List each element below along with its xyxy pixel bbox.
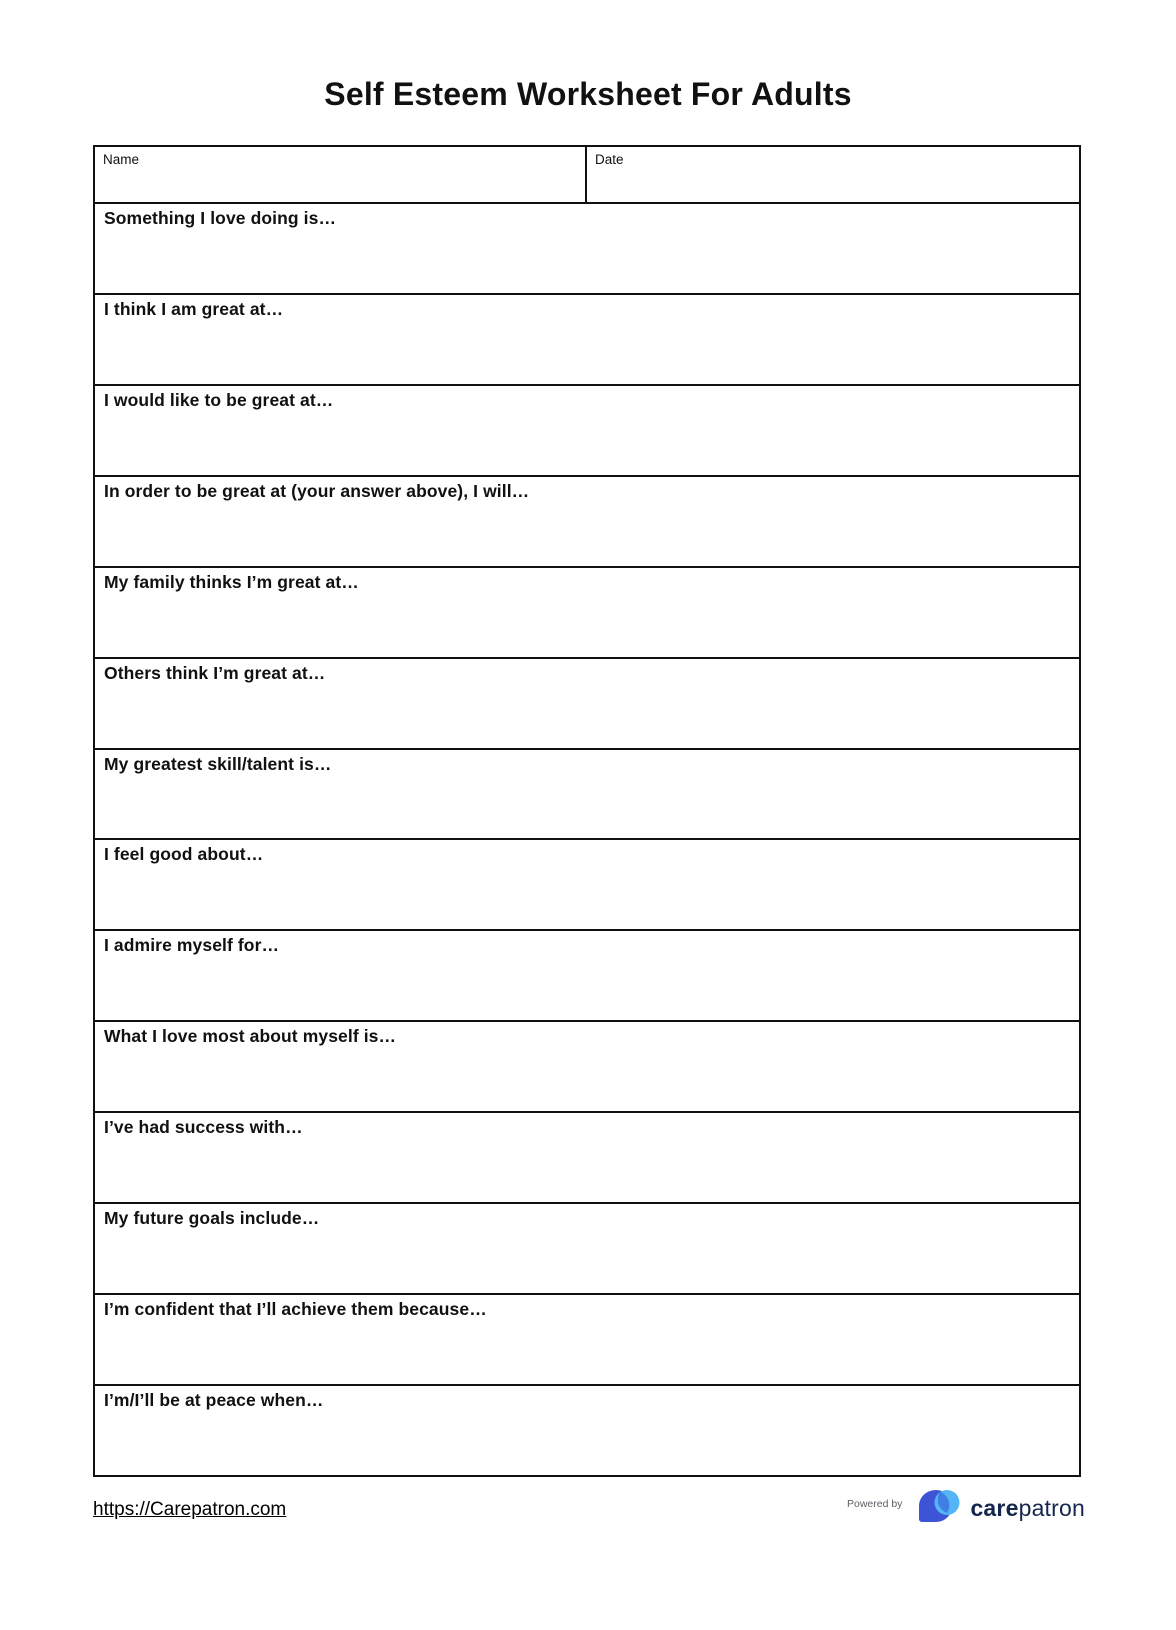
answer-area[interactable]: [95, 684, 1079, 748]
prompt-label: In order to be great at (your answer above), I will…: [104, 480, 530, 501]
answer-area[interactable]: [95, 1411, 1079, 1475]
powered-by-group: [847, 1486, 1085, 1530]
name-field[interactable]: [95, 147, 587, 202]
answer-area[interactable]: [95, 411, 1079, 475]
answer-area[interactable]: [95, 775, 1079, 839]
answer-area[interactable]: [95, 956, 1079, 1020]
prompt-row: [95, 1022, 1079, 1113]
prompt-label: I would like to be great at…: [104, 389, 334, 410]
prompt-row: [95, 477, 1079, 568]
answer-area[interactable]: [95, 502, 1079, 566]
prompt-label: I’m/I’ll be at peace when…: [104, 1389, 324, 1410]
prompt-row: [95, 840, 1079, 931]
prompt-label: My family thinks I’m great at…: [104, 571, 359, 592]
answer-area[interactable]: [95, 865, 1079, 929]
answer-area[interactable]: [95, 229, 1079, 293]
prompt-row: [95, 295, 1079, 386]
name-label: Name: [103, 152, 140, 167]
footer-link[interactable]: https://Carepatron.com: [93, 1499, 287, 1520]
prompt-label: I admire myself for…: [104, 935, 280, 956]
prompt-label: I’ve had success with…: [104, 1117, 303, 1138]
prompt-label: What I love most about myself is…: [104, 1026, 397, 1047]
brand-wordmark: [970, 1495, 1085, 1522]
prompt-label: I feel good about…: [104, 844, 264, 865]
prompt-row: [95, 1113, 1079, 1204]
answer-area[interactable]: [95, 320, 1079, 384]
carepatron-logo-icon: [914, 1486, 964, 1530]
answer-area[interactable]: [95, 1320, 1079, 1384]
prompt-row: [95, 568, 1079, 659]
prompt-label: Something I love doing is…: [104, 208, 337, 228]
prompt-row: [95, 750, 1079, 841]
prompt-label: I think I am great at…: [104, 298, 284, 319]
name-date-row: [95, 147, 1079, 204]
answer-area[interactable]: [95, 1138, 1079, 1202]
powered-by-label: Powered by: [846, 1498, 903, 1510]
prompt-row: [95, 386, 1079, 477]
date-label: Date: [595, 152, 624, 167]
answer-area[interactable]: [95, 1229, 1079, 1293]
brand-patron: patron: [1018, 1494, 1085, 1521]
prompt-row: [95, 204, 1079, 295]
page-title: Self Esteem Worksheet For Adults: [324, 76, 852, 112]
prompt-row: [95, 1386, 1079, 1475]
prompt-label: My greatest skill/talent is…: [104, 753, 332, 774]
brand-care: care: [970, 1494, 1019, 1521]
date-field[interactable]: [587, 147, 1079, 202]
worksheet-table: [93, 145, 1081, 1477]
prompt-row: [95, 1295, 1079, 1386]
prompt-label: My future goals include…: [104, 1208, 320, 1229]
prompt-row: [95, 1204, 1079, 1295]
prompt-label: Others think I’m great at…: [104, 662, 326, 683]
prompt-row: [95, 931, 1079, 1022]
carepatron-logo: [914, 1486, 1085, 1530]
prompt-label: I’m confident that I’ll achieve them because…: [104, 1299, 487, 1320]
prompt-row: [95, 659, 1079, 750]
answer-area[interactable]: [95, 593, 1079, 657]
answer-area[interactable]: [95, 1047, 1079, 1111]
